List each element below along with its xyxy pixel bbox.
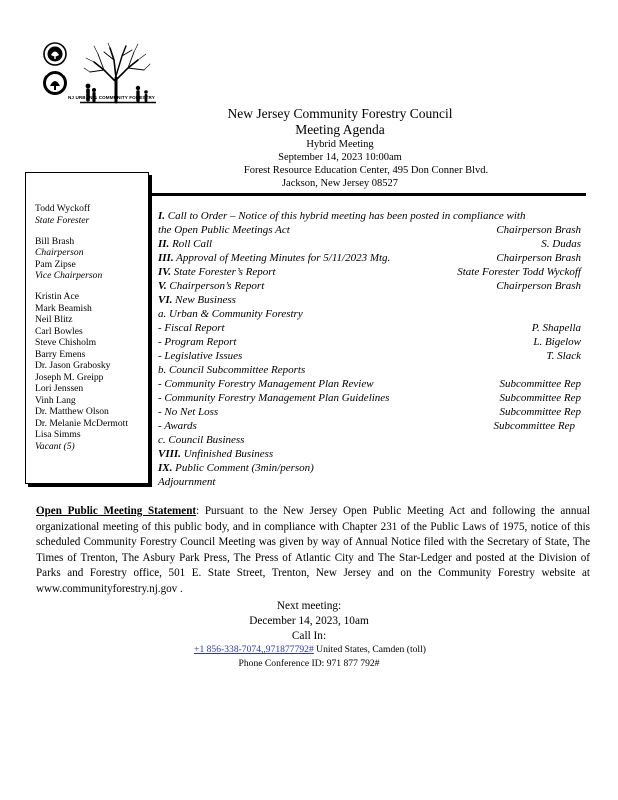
- agenda-item-text: [158, 391, 389, 405]
- agenda-item-text: [158, 293, 236, 307]
- agenda-item-text: [158, 419, 197, 433]
- agenda-item-title: b. Council Subcommittee Reports: [158, 364, 306, 376]
- agenda-item-title: - Community Forestry Management Plan Guidelines: [158, 392, 390, 404]
- agenda-item-number: V.: [158, 280, 167, 292]
- agenda-item-number: VI.: [158, 294, 173, 306]
- agenda-item-number: IX.: [158, 462, 173, 474]
- council-member: Todd Wyckoff: [35, 203, 91, 214]
- council-name: New Jersey Community Forestry Council: [227, 106, 453, 121]
- agenda-item: [158, 447, 581, 461]
- agenda-item-presenter: L. Bigelow: [533, 336, 581, 348]
- agenda-item-title: Chairperson’s Report: [166, 280, 265, 292]
- agenda-item: [158, 223, 581, 237]
- agenda-item-number: IV.: [158, 266, 171, 278]
- agenda-item: [158, 377, 581, 391]
- dial-in-line: [130, 644, 490, 655]
- agenda-item-title: Approval of Meeting Minutes for 5/11/2023 Mtg.: [173, 252, 391, 264]
- agenda-item-presenter: State Forester Todd Wyckoff: [457, 266, 581, 278]
- agenda-item-title: Roll Call: [169, 238, 213, 250]
- agenda-item: [158, 321, 581, 335]
- state-seal-icon: [44, 43, 66, 65]
- agenda-item-text: [158, 475, 215, 489]
- agenda-item: [158, 349, 581, 363]
- call-in-label: Call In:: [291, 630, 327, 642]
- council-member: Lori Jenssen: [35, 383, 84, 394]
- agenda-item-title: - Fiscal Report: [158, 322, 225, 334]
- page-title: Meeting Agenda: [295, 122, 385, 137]
- meeting-type: Hybrid Meeting: [306, 139, 374, 150]
- agenda-item-number: II.: [158, 238, 170, 250]
- agenda-item: [158, 363, 581, 377]
- agenda-item-presenter: Subcommittee Rep: [493, 420, 575, 432]
- forestry-seal-icon: [43, 70, 67, 95]
- council-member: Carl Bowles: [35, 325, 83, 337]
- agenda-item-text: [158, 363, 305, 377]
- agenda-item-text: [158, 251, 390, 265]
- meeting-date-time: September 14, 2023 10:00am: [278, 152, 402, 163]
- agenda-item: [158, 433, 581, 447]
- council-member: Vinh Lang: [35, 394, 76, 406]
- council-member: Dr. Jason Grabosky: [35, 360, 111, 371]
- agenda-item-text: [158, 377, 374, 391]
- agenda-item: [158, 209, 581, 223]
- agenda-item-presenter: Subcommittee Rep: [499, 406, 581, 418]
- council-member: Lisa Simms: [35, 429, 81, 440]
- agenda-item-title: a. Urban & Community Forestry: [158, 308, 303, 320]
- agenda-item-text: [158, 321, 225, 335]
- agenda-item-title: Public Comment (3min/person): [172, 462, 314, 474]
- agenda-item-text: [158, 307, 303, 321]
- agenda-item: [158, 475, 581, 489]
- council-members-box: [25, 172, 149, 484]
- agenda-item-number: I.: [158, 210, 166, 222]
- council-member: Steve Chisholm: [35, 337, 97, 348]
- council-member: Vice Chairperson: [35, 270, 103, 281]
- council-member: Barry Emens: [35, 348, 86, 360]
- agenda-item-text: [158, 349, 242, 363]
- council-member: Kristin Ace: [35, 291, 79, 302]
- council-member: Bill Brash: [35, 235, 75, 247]
- council-member: Dr. Melanie McDermott: [35, 417, 128, 429]
- council-member: Mark Beamish: [35, 302, 92, 314]
- agenda-item-presenter: Chairperson Brash: [496, 224, 581, 236]
- agenda-item-presenter: T. Slack: [546, 350, 581, 362]
- agenda-item-title: c. Council Business: [158, 434, 245, 446]
- agenda-item-title: Unfinished Business: [180, 448, 274, 460]
- statement-body: : Pursuant to the New Jersey Open Public Meeting Act and following the annual organizational meeting of this public body, and in compliance with Chapter 231 of the Public Laws of 1975, notice of this scheduled Community Forestry Council Meeting was given by way of Annual Notice filed with the Secretary of State, The Times of Trenton, The Asbury Park Press, The Press of Atlantic City and The Star-Ledger and posted at the Division of Parks and Forestry office, 501 E. State Street, Trenton, New Jersey and on the Community Forestry website at www.communityforestry.nj.gov .: [36, 505, 590, 595]
- agenda-item: [158, 251, 581, 265]
- agenda-item-title: State Forester’s Report: [170, 266, 276, 278]
- agenda-item: [158, 461, 581, 475]
- agenda-item-title: - Legislative Issues: [158, 350, 243, 362]
- dial-in-note: United States, Camden (toll): [313, 644, 426, 655]
- agenda-item-title: - Community Forestry Management Plan Review: [158, 378, 374, 390]
- agenda-item-title: the Open Public Meetings Act: [158, 224, 290, 236]
- agenda-item: [158, 279, 581, 293]
- agenda-item: [158, 237, 581, 251]
- open-public-meeting-statement: [36, 504, 590, 598]
- agenda-item-number: VIII.: [158, 448, 181, 460]
- agenda-item-text: [158, 461, 314, 475]
- agenda-item-presenter: S. Dudas: [541, 238, 581, 250]
- agenda-item-presenter: Chairperson Brash: [496, 252, 581, 264]
- council-member: Joseph M. Greipp: [35, 371, 104, 383]
- agenda-item: [158, 335, 581, 349]
- agenda-item-text: [158, 209, 525, 223]
- agenda-item-text: [158, 447, 273, 461]
- council-member: Chairperson: [35, 247, 84, 258]
- agenda-item-text: [158, 265, 276, 279]
- council-member: Vacant (5): [35, 440, 75, 452]
- statement-lead: Open Public Meeting Statement: [36, 505, 197, 517]
- meeting-location: Forest Resource Education Center, 495 Don Conner Blvd.: [243, 165, 489, 176]
- logo-text: NJ URBAN & COMMUNITY FORESTRY: [68, 95, 155, 100]
- agenda-item-title: Call to Order – Notice of this hybrid meeting has been posted in compliance with: [165, 210, 526, 222]
- agenda-item-number: III.: [158, 252, 174, 264]
- agenda-item-title: - Awards: [158, 420, 197, 432]
- council-member: Dr. Matthew Olson: [35, 406, 109, 417]
- agenda-item-title: - No Net Loss: [158, 406, 219, 418]
- next-meeting-date: December 14, 2023, 10am: [249, 615, 369, 627]
- header-divider: [152, 193, 586, 196]
- conference-id: Phone Conference ID: 971 877 792#: [238, 658, 380, 669]
- agenda-item-text: [158, 405, 218, 419]
- agenda-item-title: Adjournment: [158, 476, 216, 488]
- agenda-item: [158, 307, 581, 321]
- agenda-item-presenter: P. Shapella: [531, 322, 581, 334]
- agenda-item-text: [158, 433, 244, 447]
- agenda-item-text: [158, 335, 236, 349]
- agenda-item-text: [158, 223, 290, 237]
- agenda-item: [158, 419, 581, 433]
- agenda-item: [158, 265, 581, 279]
- agenda-item-title: New Business: [172, 294, 236, 306]
- agenda-item: [158, 405, 581, 419]
- dial-in-link[interactable]: +1 856-338-7074,,971877792#: [194, 644, 314, 655]
- next-meeting-label: Next meeting:: [276, 600, 342, 612]
- agenda-item-text: [158, 279, 264, 293]
- council-member: Pam Zipse: [35, 258, 76, 270]
- agenda-item-presenter: Subcommittee Rep: [499, 392, 581, 404]
- council-member: State Forester: [35, 214, 90, 226]
- agenda-item-presenter: Subcommittee Rep: [499, 378, 581, 390]
- agenda-item-title: - Program Report: [158, 336, 237, 348]
- meeting-city: Jackson, New Jersey 08527: [281, 178, 399, 189]
- agenda-item-text: [158, 237, 212, 251]
- agenda-item: [158, 391, 581, 405]
- agenda-item: [158, 293, 581, 307]
- agenda-item-presenter: Chairperson Brash: [496, 280, 581, 292]
- council-member: Neil Blitz: [35, 314, 73, 325]
